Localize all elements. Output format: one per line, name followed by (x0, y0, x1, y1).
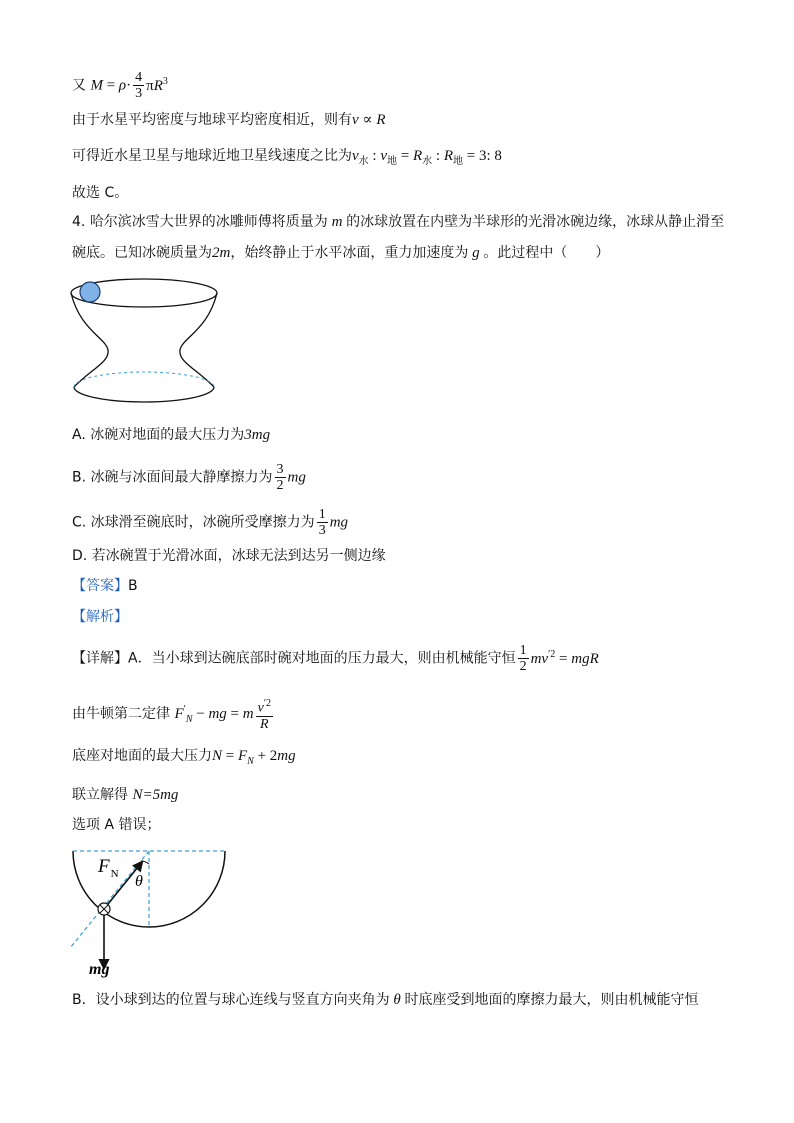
mg-label: mg (89, 961, 110, 978)
bowl-left-profile (71, 293, 108, 387)
bowl-base-back (74, 372, 214, 387)
base-pressure: 底座对地面的最大压力$N = F_N + 2mg$ (72, 748, 296, 767)
velocity-ratio-statement: 可得近水星卫星与地球近地卫星线速度之比为$v_水$ : $v_地 = R_水$ : $R_地 = 3$: 8 (72, 148, 502, 167)
solve-result: 联立解得 N=5mg (72, 787, 179, 803)
theta-label: θ (135, 873, 143, 890)
ice-bowl-figure (66, 270, 226, 420)
answer-tag: 【答案】 (72, 578, 128, 594)
question-4-line2: 碗底。已知冰碗质量为2m，始终静止于水平冰面，重力加速度为 g 。此过程中（ ） (72, 245, 610, 261)
option-a: A. 冰碗对地面的最大压力为3mg (72, 427, 271, 443)
fn-label: $F_N$ (98, 856, 119, 880)
option-d: D. 若冰碗置于光滑冰面，冰球无法到达另一侧边缘 (72, 548, 386, 564)
force-diagram (60, 840, 240, 980)
analysis-tag: 【解析】 (72, 609, 128, 625)
equation-mass: 又 M = ρ· $\frac{4}{3}$ $\pi R^3$ (72, 70, 168, 101)
option-a-wrong: 选项 A 错误； (72, 817, 161, 833)
choice-conclusion: 故选 C。 (72, 185, 129, 201)
question-4-line1: 4. 哈尔滨冰雪大世界的冰雕师傅将质量为 m 的冰球放置在内壁为半球形的光滑冰碗边缘，冰球从静止滑至 (72, 214, 725, 230)
answer-line (72, 576, 138, 596)
newton-equation: 由牛顿第二定律 $F'_N$ − mg = m $\frac{v^{'2}}{R}$ (72, 698, 272, 732)
bowl-base-front (74, 387, 214, 402)
option-c: C. 冰球滑至碗底时，冰碗所受摩擦力为 $\frac{1}{3}$ mg (72, 507, 349, 538)
detail-a: 【详解】A．当小球到达碗底部时碗对地面的压力最大，则由机械能守恒 $\frac{1}{2}$ $mv^{'2}$ = mgR (72, 643, 599, 674)
line-prefix: 又 (72, 77, 86, 94)
ice-ball (80, 282, 100, 302)
density-statement: 由于水星平均密度与地球平均密度相近，则有v ∝ R (72, 112, 386, 128)
option-b: B. 冰碗与冰面间最大静摩擦力为 $\frac{3}{2}$ mg (72, 462, 306, 493)
answer-value: B (128, 578, 138, 594)
bowl-right-profile (180, 293, 217, 387)
detail-b: B．设小球到达的位置与球心连线与竖直方向夹角为 θ 时底座受到地面的摩擦力最大，则由机械能守恒 (72, 992, 699, 1008)
